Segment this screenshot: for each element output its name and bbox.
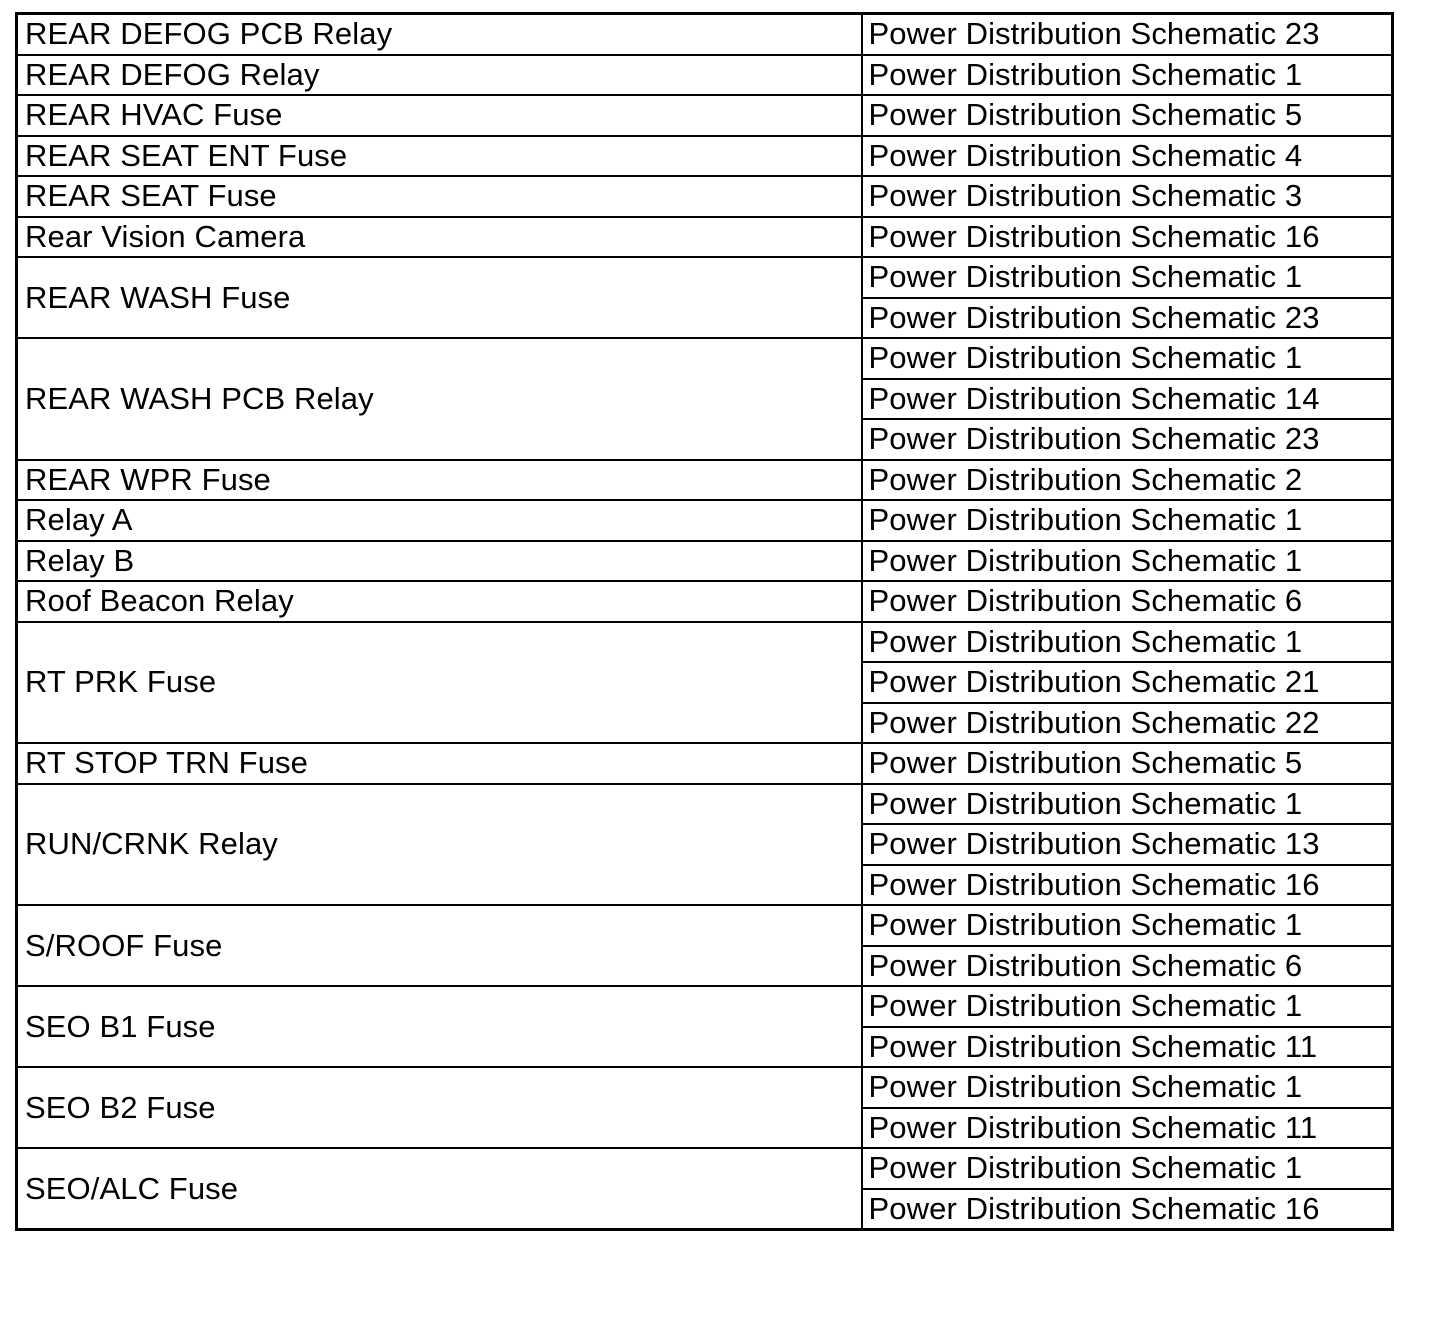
schematic-reference-cell: Power Distribution Schematic 11 [862,1027,1393,1068]
component-name-cell: REAR DEFOG PCB Relay [17,14,862,55]
component-name-cell: RUN/CRNK Relay [17,784,862,906]
schematic-reference-cell: Power Distribution Schematic 5 [862,743,1393,784]
table-row [17,500,1393,541]
schematic-reference-cell: Power Distribution Schematic 6 [862,581,1393,622]
schematic-reference-cell: Power Distribution Schematic 1 [862,55,1393,96]
schematic-reference-cell: Power Distribution Schematic 5 [862,95,1393,136]
component-index-body [17,14,1393,1230]
table-row [17,217,1393,258]
schematic-reference-cell: Power Distribution Schematic 23 [862,14,1393,55]
schematic-reference-cell: Power Distribution Schematic 1 [862,257,1393,298]
schematic-reference-cell: Power Distribution Schematic 1 [862,338,1393,379]
component-name-cell: Rear Vision Camera [17,217,862,258]
schematic-reference-cell: Power Distribution Schematic 16 [862,217,1393,258]
table-row [17,338,1393,379]
table-row [17,541,1393,582]
table-row [17,95,1393,136]
schematic-reference-cell: Power Distribution Schematic 1 [862,986,1393,1027]
table-row [17,743,1393,784]
table-row [17,784,1393,825]
component-name-cell: REAR WPR Fuse [17,460,862,501]
schematic-reference-cell: Power Distribution Schematic 23 [862,419,1393,460]
table-row [17,622,1393,663]
table-row [17,55,1393,96]
schematic-reference-cell: Power Distribution Schematic 1 [862,905,1393,946]
schematic-reference-cell: Power Distribution Schematic 3 [862,176,1393,217]
schematic-reference-cell: Power Distribution Schematic 22 [862,703,1393,744]
schematic-reference-cell: Power Distribution Schematic 13 [862,824,1393,865]
table-row [17,905,1393,946]
schematic-reference-cell: Power Distribution Schematic 11 [862,1108,1393,1149]
schematic-reference-cell: Power Distribution Schematic 21 [862,662,1393,703]
table-row [17,460,1393,501]
schematic-reference-cell: Power Distribution Schematic 14 [862,379,1393,420]
component-name-cell: RT PRK Fuse [17,622,862,744]
schematic-reference-cell: Power Distribution Schematic 1 [862,1148,1393,1189]
schematic-reference-cell: Power Distribution Schematic 16 [862,1189,1393,1230]
component-name-cell: SEO/ALC Fuse [17,1148,862,1230]
table-row [17,1067,1393,1108]
schematic-reference-cell: Power Distribution Schematic 2 [862,460,1393,501]
table-row [17,176,1393,217]
schematic-reference-cell: Power Distribution Schematic 4 [862,136,1393,177]
component-name-cell: REAR SEAT ENT Fuse [17,136,862,177]
component-name-cell: REAR DEFOG Relay [17,55,862,96]
component-name-cell: S/ROOF Fuse [17,905,862,986]
table-row [17,257,1393,298]
table-row [17,136,1393,177]
component-index-table [15,12,1394,1231]
schematic-reference-cell: Power Distribution Schematic 16 [862,865,1393,906]
component-name-cell: Relay A [17,500,862,541]
schematic-reference-cell: Power Distribution Schematic 1 [862,622,1393,663]
schematic-reference-cell: Power Distribution Schematic 1 [862,1067,1393,1108]
component-name-cell: REAR HVAC Fuse [17,95,862,136]
component-name-cell: REAR WASH Fuse [17,257,862,338]
component-name-cell: Relay B [17,541,862,582]
component-name-cell: REAR WASH PCB Relay [17,338,862,460]
schematic-reference-cell: Power Distribution Schematic 1 [862,541,1393,582]
schematic-reference-cell: Power Distribution Schematic 1 [862,784,1393,825]
component-name-cell: RT STOP TRN Fuse [17,743,862,784]
component-name-cell: SEO B1 Fuse [17,986,862,1067]
component-name-cell: REAR SEAT Fuse [17,176,862,217]
table-row [17,1148,1393,1189]
schematic-reference-cell: Power Distribution Schematic 1 [862,500,1393,541]
table-row [17,581,1393,622]
schematic-reference-cell: Power Distribution Schematic 23 [862,298,1393,339]
schematic-reference-cell: Power Distribution Schematic 6 [862,946,1393,987]
table-row [17,14,1393,55]
component-name-cell: SEO B2 Fuse [17,1067,862,1148]
component-name-cell: Roof Beacon Relay [17,581,862,622]
table-row [17,986,1393,1027]
